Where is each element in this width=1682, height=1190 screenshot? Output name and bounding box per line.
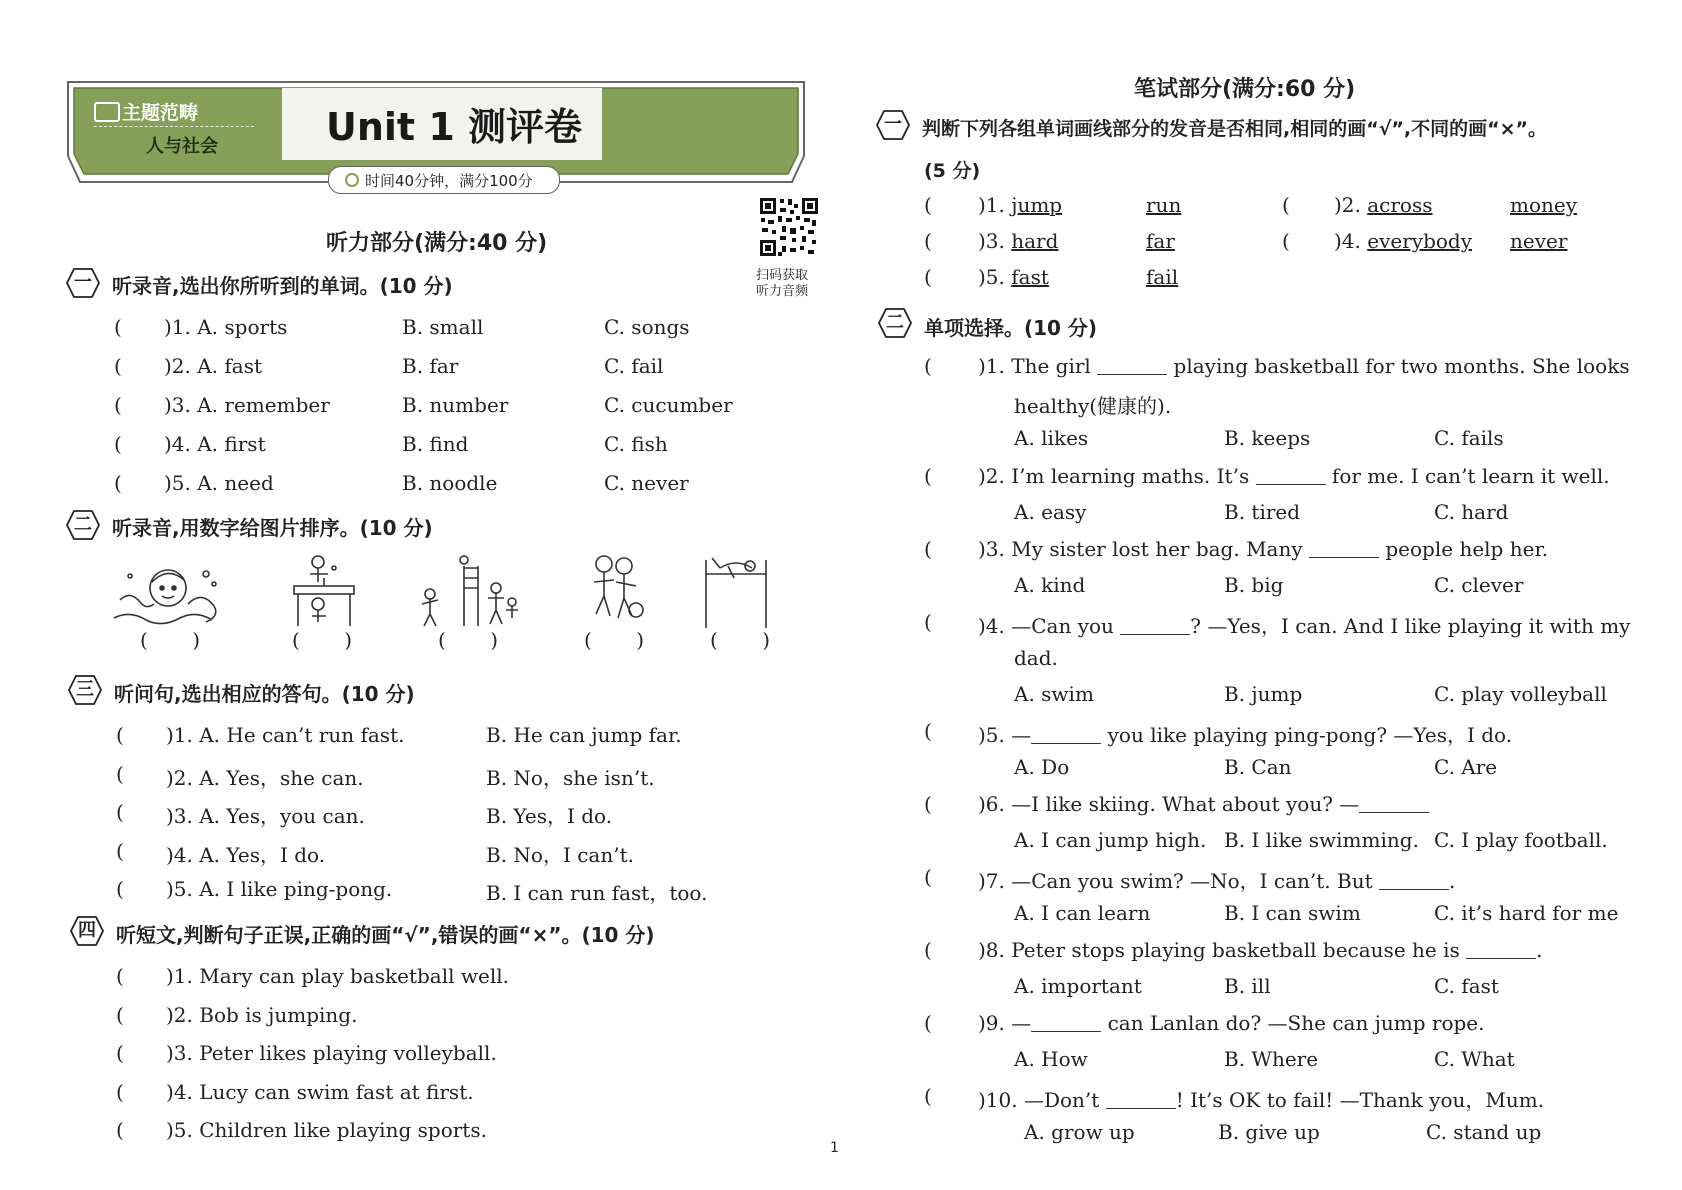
compare-word: never [1510, 229, 1568, 253]
answer-paren[interactable]: ( [924, 229, 932, 253]
question-cont: dad. [1014, 646, 1058, 670]
option-b: B. number [402, 393, 509, 417]
list-item: )4. Lucy can swim fast at first. [166, 1080, 474, 1104]
option-b: B. I can run fast，too. [486, 881, 708, 905]
option-b: B. I can swim [1224, 901, 1361, 925]
answer-paren[interactable]: ( [924, 265, 932, 289]
theme-label: 主题范畴 [122, 102, 199, 124]
theme-value: 人与社会 [146, 136, 218, 157]
option-c: C. Are [1434, 755, 1498, 779]
qr-caption-2: 听力音频 [756, 284, 809, 299]
question-text: )2. I’m learning maths. It’s for me. I can’t learn it well. [978, 464, 1610, 488]
option-c: C. cucumber [604, 393, 733, 417]
time-info: 时间40分钟，满分100分 [365, 172, 533, 190]
answer-paren[interactable]: ( [116, 1118, 124, 1142]
answer-paren[interactable]: ( [924, 610, 932, 634]
list-item: )2. across [1334, 193, 1433, 217]
answer-paren[interactable]: ( [114, 354, 122, 378]
order-paren[interactable]: ( ) [438, 628, 499, 652]
question-text: )3. My sister lost her bag. Many people help her. [978, 537, 1549, 561]
picture-volleyball [414, 554, 522, 630]
option-b: B. far [402, 354, 459, 378]
section-title: 听问句,选出相应的答句。(10 分) [114, 682, 415, 706]
option-b: B. noodle [402, 471, 498, 495]
option-c: C. songs [604, 315, 690, 339]
option-c: C. I play football. [1434, 828, 1608, 852]
option-b: B. Where [1224, 1047, 1319, 1071]
answer-paren[interactable]: ( [924, 865, 932, 889]
list-item: )5. fast [978, 265, 1049, 289]
section-badge: 二 [66, 510, 100, 540]
section-badge: 一 [876, 110, 910, 140]
writing-title: 笔试部分(满分:60 分) [1134, 77, 1356, 102]
order-paren[interactable]: ( ) [710, 628, 771, 652]
option-c: C. fails [1434, 426, 1504, 450]
option-a: A. Do [1014, 755, 1070, 779]
answer-paren[interactable]: ( [114, 315, 122, 339]
section-badge: 二 [878, 308, 912, 338]
option-b: B. No，she isn’t. [486, 766, 655, 790]
page-number: 1 [830, 1140, 839, 1156]
order-paren[interactable]: ( ) [584, 628, 645, 652]
answer-paren[interactable]: ( [924, 1011, 932, 1035]
option-c: C. never [604, 471, 689, 495]
answer-paren[interactable]: ( [114, 393, 122, 417]
order-paren[interactable]: ( ) [292, 628, 353, 652]
title-banner [62, 74, 810, 192]
list-item: )3. A. remember [164, 393, 330, 417]
section-title: 听录音,选出你所听到的单词。(10 分) [112, 274, 453, 298]
picture-ping-pong [288, 554, 360, 630]
option-b: B. Can [1224, 755, 1292, 779]
list-item: )4. A. first [164, 432, 266, 456]
list-item: )2. Bob is jumping. [166, 1003, 358, 1027]
answer-paren[interactable]: ( [114, 432, 122, 456]
section-badge: 四 [70, 916, 104, 946]
option-a: A. grow up [1024, 1120, 1135, 1144]
option-c: C. What [1434, 1047, 1515, 1071]
compare-word: fail [1146, 265, 1179, 289]
qr-caption-1: 扫码获取 [756, 268, 809, 283]
question-text: )5. — you like playing ping-pong? —Yes，I do. [978, 723, 1513, 747]
question-text: )6. —I like skiing. What about you? — [978, 792, 1429, 816]
option-b: B. Yes，I do. [486, 804, 613, 828]
theme-box [90, 96, 260, 162]
answer-paren[interactable]: ( [116, 723, 124, 747]
section-title: 判断下列各组单词画线部分的发音是否相同,相同的画“√”,不同的画“×”。 [922, 118, 1547, 140]
option-c: C. hard [1434, 500, 1509, 524]
answer-paren[interactable]: ( [116, 800, 124, 824]
picture-high-jump [700, 554, 772, 630]
list-item: )5. Children like playing sports. [166, 1118, 487, 1142]
compare-word: money [1510, 193, 1578, 217]
clock-icon [345, 173, 359, 187]
list-item: )5. A. I like ping-pong. [166, 877, 393, 901]
option-c: C. fail [604, 354, 664, 378]
list-item: )1. Mary can play basketball well. [166, 964, 509, 988]
list-item: )3. Peter likes playing volleyball. [166, 1041, 497, 1065]
option-c: C. fish [604, 432, 668, 456]
option-a: A. kind [1014, 573, 1086, 597]
question-text: )9. — can Lanlan do? —She can jump rope. [978, 1011, 1485, 1035]
answer-paren[interactable]: ( [924, 354, 932, 378]
option-b: B. give up [1218, 1120, 1320, 1144]
question-text: )7. —Can you swim? —No，I can’t. But . [978, 869, 1456, 893]
option-c: C. play volleyball [1434, 682, 1607, 706]
list-item: )1. A. sports [164, 315, 288, 339]
picture-swimming [110, 560, 230, 630]
option-b: B. He can jump far. [486, 723, 682, 747]
list-item: )1. jump [978, 193, 1063, 217]
list-item: )4. everybody [1334, 229, 1473, 253]
answer-paren[interactable]: ( [924, 938, 932, 962]
section-title: 听短文,判断句子正误,正确的画“√”,错误的画“×”。(10 分) [116, 923, 655, 947]
answer-paren[interactable]: ( [116, 839, 124, 863]
list-item: )2. A. fast [164, 354, 263, 378]
image-icon [94, 102, 120, 122]
option-c: C. clever [1434, 573, 1524, 597]
qr-code[interactable] [758, 196, 820, 258]
list-item: )3. A. Yes，you can. [166, 804, 365, 828]
option-b: B. big [1224, 573, 1284, 597]
option-a: A. important [1014, 974, 1142, 998]
answer-paren[interactable]: ( [114, 471, 122, 495]
picture-basketball [580, 552, 650, 630]
question-text: )10. —Don’t ! It’s OK to fail! —Thank you，Mum. [978, 1088, 1545, 1112]
option-b: B. tired [1224, 500, 1301, 524]
option-c: C. stand up [1426, 1120, 1542, 1144]
question-text: )8. Peter stops playing basketball because he is . [978, 938, 1543, 962]
option-a: A. I can jump high. [1014, 828, 1207, 852]
option-a: A. easy [1014, 500, 1087, 524]
option-b: B. keeps [1224, 426, 1311, 450]
answer-paren[interactable]: ( [1282, 193, 1290, 217]
answer-paren[interactable]: ( [116, 877, 124, 901]
answer-paren[interactable]: ( [116, 964, 124, 988]
compare-word: far [1146, 229, 1175, 253]
option-a: A. likes [1014, 426, 1089, 450]
list-item: )1. A. He can’t run fast. [166, 723, 405, 747]
section-badge: 三 [68, 675, 102, 705]
option-a: A. How [1014, 1047, 1088, 1071]
answer-paren[interactable]: ( [116, 1041, 124, 1065]
answer-paren[interactable]: ( [924, 719, 932, 743]
list-item: )3. hard [978, 229, 1059, 253]
answer-paren[interactable]: ( [924, 537, 932, 561]
option-b: B. I like swimming. [1224, 828, 1419, 852]
list-item: )2. A. Yes，she can. [166, 766, 364, 790]
answer-paren[interactable]: ( [924, 1084, 932, 1108]
list-item: )4. A. Yes，I do. [166, 843, 326, 867]
question-cont: healthy(健康的). [1014, 394, 1172, 418]
page-title: Unit 1 测评卷 [326, 105, 582, 149]
section-score: (5 分) [924, 160, 981, 182]
order-paren[interactable]: ( ) [140, 628, 201, 652]
list-item: )5. A. need [164, 471, 274, 495]
option-b: B. small [402, 315, 484, 339]
option-b: B. find [402, 432, 469, 456]
option-b: B. ill [1224, 974, 1271, 998]
answer-paren[interactable]: ( [1282, 229, 1290, 253]
answer-paren[interactable]: ( [116, 1080, 124, 1104]
answer-paren[interactable]: ( [116, 1003, 124, 1027]
answer-paren[interactable]: ( [116, 762, 124, 786]
option-c: C. it’s hard for me [1434, 901, 1619, 925]
option-b: B. No，I can’t. [486, 843, 634, 867]
question-text: )1. The girl playing basketball for two months. She looks [978, 354, 1630, 378]
option-b: B. jump [1224, 682, 1303, 706]
option-a: A. I can learn [1014, 901, 1151, 925]
answer-paren[interactable]: ( [924, 464, 932, 488]
option-a: A. swim [1014, 682, 1094, 706]
compare-word: run [1146, 193, 1182, 217]
question-text: )4. —Can you ? —Yes，I can. And I like playing it with my [978, 614, 1631, 638]
section-title: 听录音,用数字给图片排序。(10 分) [112, 516, 433, 540]
option-c: C. fast [1434, 974, 1499, 998]
listening-title: 听力部分(满分:40 分) [326, 231, 548, 256]
section-title: 单项选择。(10 分) [924, 316, 1098, 340]
time-pill [328, 166, 560, 194]
answer-paren[interactable]: ( [924, 193, 932, 217]
section-badge: 一 [66, 268, 100, 298]
answer-paren[interactable]: ( [924, 792, 932, 816]
